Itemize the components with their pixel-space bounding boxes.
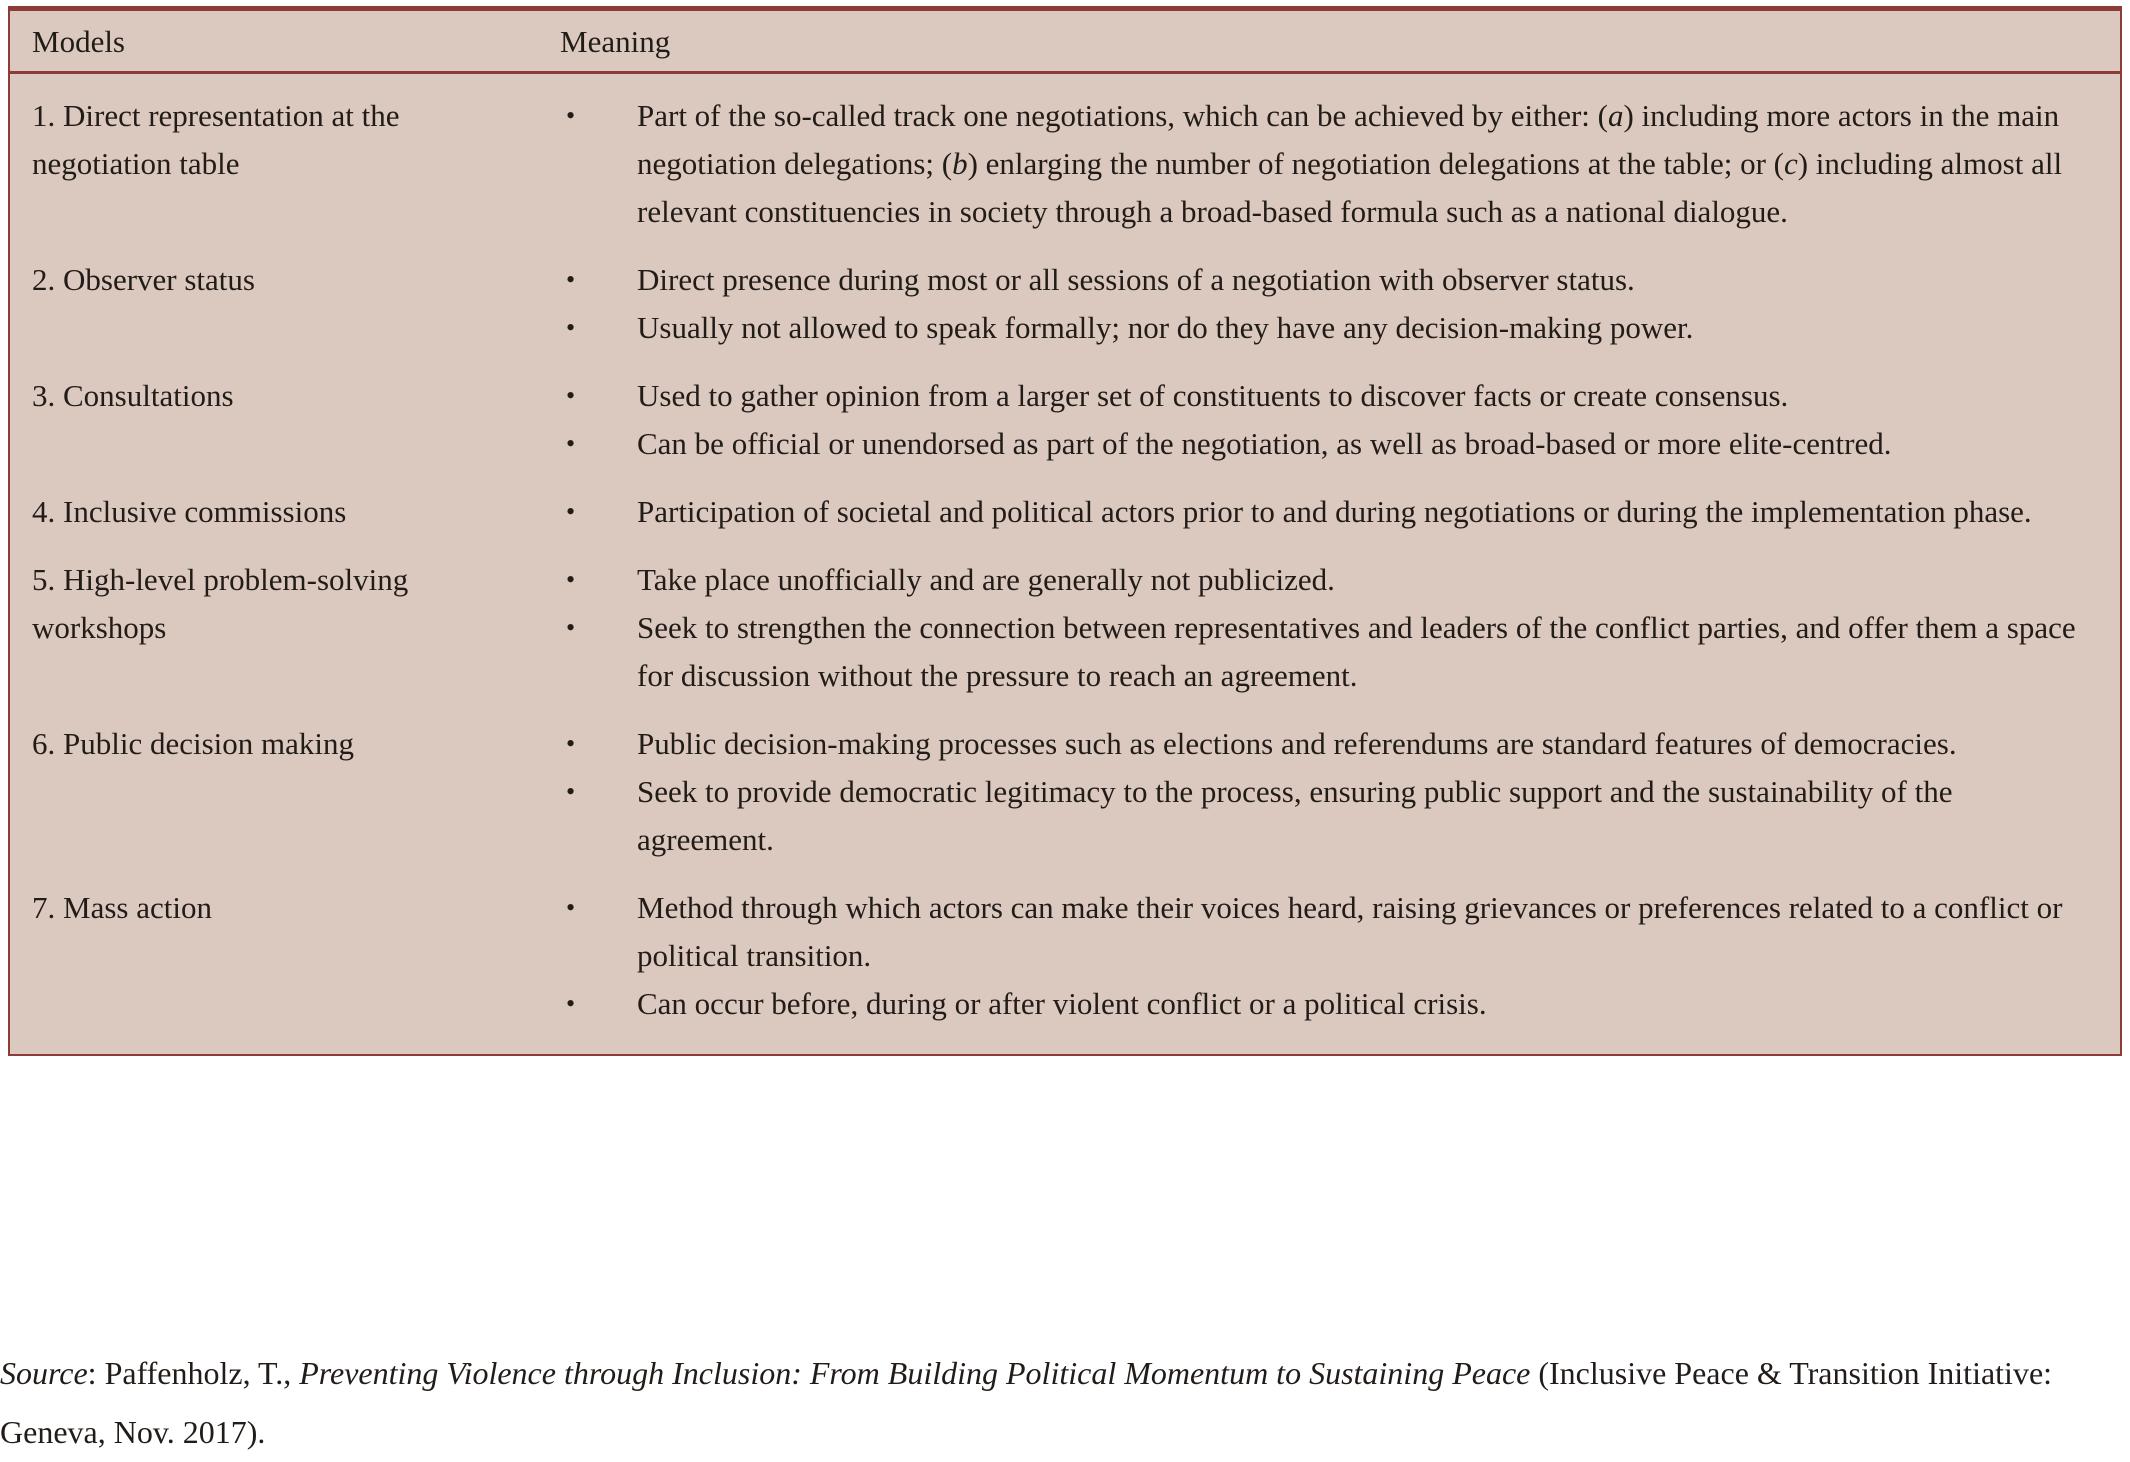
bullet-item bbox=[560, 420, 2090, 468]
bullet-item bbox=[560, 604, 2090, 700]
text-segment-italic: b bbox=[952, 146, 968, 181]
bullet-icon: • bbox=[566, 989, 576, 1018]
source-note bbox=[0, 1344, 2124, 1462]
bullet-item bbox=[560, 980, 2090, 1028]
bullet-text bbox=[637, 604, 2090, 700]
text-segment: Public decision-making processes such as elections and referendums are standard features of democracies. bbox=[637, 726, 1957, 761]
bullet-item bbox=[560, 884, 2090, 980]
table-row bbox=[32, 488, 2090, 536]
text-segment: Used to gather opinion from a larger set of constituents to discover facts or create consensus. bbox=[637, 378, 1789, 413]
text-segment: (Inclusive Peace & Transition Initiative: Geneva, Nov. 2017). bbox=[0, 1355, 2053, 1450]
meaning-cell bbox=[560, 488, 2090, 536]
models-table bbox=[8, 6, 2122, 1056]
bullet-text bbox=[637, 488, 2090, 536]
model-cell: 4. Inclusive commissions bbox=[32, 494, 347, 529]
model-cell: 5. High-level problem-solving workshops bbox=[32, 562, 409, 645]
text-segment: Usually not allowed to speak formally; nor do they have any decision-making power. bbox=[637, 310, 1694, 345]
text-segment: Method through which actors can make their voices heard, raising grievances or preferences related to a conflict or political transition. bbox=[637, 890, 2063, 973]
bullet-icon: • bbox=[566, 777, 576, 806]
meaning-cell bbox=[560, 256, 2090, 352]
bullet-item bbox=[560, 304, 2090, 352]
bullet-icon: • bbox=[566, 565, 576, 594]
bullet-icon: • bbox=[566, 893, 576, 922]
bullet-icon: • bbox=[566, 265, 576, 294]
table-row bbox=[32, 884, 2090, 1028]
meaning-cell bbox=[560, 372, 2090, 468]
bullet-text bbox=[637, 980, 2090, 1028]
text-segment: Can be official or unendorsed as part of the negotiation, as well as broad-based or more elite-centred. bbox=[637, 426, 1892, 461]
bullet-item bbox=[560, 488, 2090, 536]
bullet-text bbox=[637, 720, 2090, 768]
model-cell: 1. Direct representation at the negotiation table bbox=[32, 98, 400, 181]
text-segment: : Paffenholz, T., bbox=[87, 1355, 300, 1391]
model-cell: 7. Mass action bbox=[32, 890, 212, 925]
bullet-item bbox=[560, 256, 2090, 304]
bullet-text bbox=[637, 884, 2090, 980]
table-row bbox=[32, 256, 2090, 352]
text-segment: Part of the so-called track one negotiations, which can be achieved by either: ( bbox=[637, 98, 1608, 133]
text-segment: Direct presence during most or all sessions of a negotiation with observer status. bbox=[637, 262, 1635, 297]
bullet-icon: • bbox=[566, 429, 576, 458]
text-segment: ) including more actors in the main negotiation delegations; ( bbox=[637, 98, 2060, 181]
text-segment: Seek to provide democratic legitimacy to the process, ensuring public support and the sustainability of the agreement. bbox=[637, 774, 1953, 857]
table-row bbox=[32, 720, 2090, 864]
text-segment: Can occur before, during or after violent conflict or a political crisis. bbox=[637, 986, 1487, 1021]
text-segment: ) enlarging the number of negotiation delegations at the table; or ( bbox=[967, 146, 1784, 181]
bullet-item bbox=[560, 556, 2090, 604]
model-cell: 3. Consultations bbox=[32, 378, 234, 413]
bullet-icon: • bbox=[566, 381, 576, 410]
bullet-text bbox=[637, 420, 2090, 468]
column-header-models: Models bbox=[32, 24, 125, 59]
text-segment: ) including almost all relevant constituencies in society through a broad-based formula such as a national dialogue. bbox=[637, 146, 2063, 229]
bullet-icon: • bbox=[566, 101, 576, 130]
bullet-text bbox=[637, 92, 2090, 236]
bullet-text bbox=[637, 556, 2090, 604]
bullet-item bbox=[560, 720, 2090, 768]
table-row bbox=[32, 556, 2090, 700]
meaning-cell bbox=[560, 720, 2090, 864]
bullet-text bbox=[637, 768, 2090, 864]
model-cell: 2. Observer status bbox=[32, 262, 255, 297]
text-segment-italic: Preventing Violence through Inclusion: From Building Political Momentum to Sustaining Peace bbox=[299, 1355, 1531, 1391]
meaning-cell bbox=[560, 884, 2090, 1028]
bullet-icon: • bbox=[566, 497, 576, 526]
bullet-text bbox=[637, 304, 2090, 352]
text-segment-italic: Source bbox=[0, 1355, 88, 1391]
text-segment-italic: c bbox=[1783, 146, 1798, 181]
text-segment: Seek to strengthen the connection between representatives and leaders of the conflict parties, and offer them a space for discussion without the pressure to reach an agreement. bbox=[637, 610, 2076, 693]
table-body bbox=[10, 74, 2120, 1054]
bullet-text bbox=[637, 256, 2090, 304]
table-header-row bbox=[10, 11, 2120, 74]
meaning-cell bbox=[560, 92, 2090, 236]
bullet-item bbox=[560, 372, 2090, 420]
column-header-meaning: Meaning bbox=[560, 24, 671, 59]
text-segment-italic: a bbox=[1607, 98, 1624, 133]
table-row bbox=[32, 372, 2090, 468]
table-row bbox=[32, 92, 2090, 236]
bullet-icon: • bbox=[566, 729, 576, 758]
bullet-text bbox=[637, 372, 2090, 420]
bullet-icon: • bbox=[566, 313, 576, 342]
bullet-item bbox=[560, 92, 2090, 236]
model-cell: 6. Public decision making bbox=[32, 726, 355, 761]
bullet-item bbox=[560, 768, 2090, 864]
text-segment: Participation of societal and political actors prior to and during negotiations or during the implementation phase. bbox=[637, 494, 2032, 529]
text-segment: Take place unofficially and are generally not publicized. bbox=[637, 562, 1335, 597]
meaning-cell bbox=[560, 556, 2090, 700]
bullet-icon: • bbox=[566, 613, 576, 642]
